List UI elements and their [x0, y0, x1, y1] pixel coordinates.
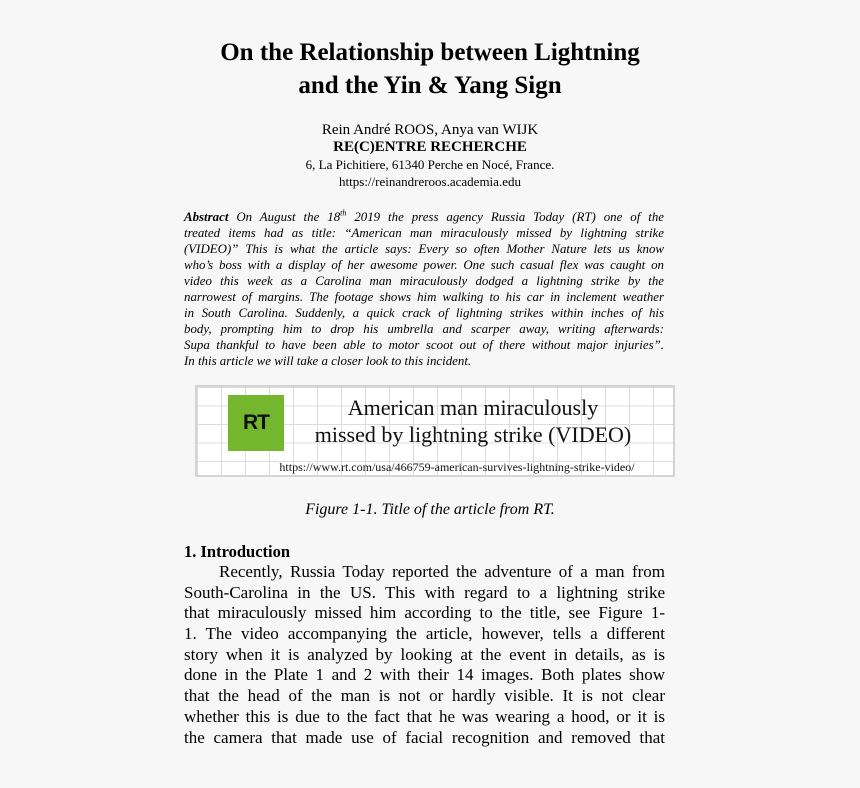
abstract-line: in South Carolina. Suddenly, a quick crack of lightning strikes within inches of his — [184, 306, 664, 320]
figure-rt-article-title — [195, 385, 675, 477]
body-line: that miraculously missed him according to the title, see Figure 1- — [184, 603, 665, 623]
author-url: https://reinandreroos.academia.edu — [339, 174, 521, 189]
abstract-line: treated items had as title: “American man miraculously missed by lightning strike — [184, 226, 664, 240]
abstract-line: Supa thankful to have been able to motor scoot out of there without major injuries”. — [184, 338, 664, 352]
address: 6, La Pichitiere, 61340 Perche en Nocé, France. — [305, 157, 555, 172]
paper-title-line-2: and the Yin & Yang Sign — [298, 72, 562, 99]
affiliation: RE(C)ENTRE RECHERCHE — [333, 139, 527, 155]
abstract-line — [184, 209, 664, 225]
body-line: 1. The video accompanying the article, however, tells a different — [184, 624, 665, 644]
introduction-body — [184, 562, 665, 748]
abstract-superscript: th — [340, 208, 347, 218]
figure-headline-line-2: missed by lightning strike (VIDEO) — [314, 422, 632, 447]
body-line: whether this is due to the fact that he was wearing a hood, or it is — [184, 706, 665, 726]
paper-title-line-1: On the Relationship between Lightning — [220, 39, 640, 66]
abstract-line: who’s boss with a display of her awesome power. One such casual flex was caught on — [184, 258, 664, 272]
body-line: Recently, Russia Today reported the adventure of a man from — [219, 562, 665, 581]
author-list: Rein André ROOS, Anya van WIJK — [321, 122, 539, 138]
section-heading-introduction: 1. Introduction — [184, 542, 291, 561]
abstract-line: In this article we will take a closer look to this incident. — [184, 354, 472, 368]
abstract-label: Abstract — [184, 210, 229, 224]
abstract — [184, 209, 664, 369]
abstract-line: (VIDEO)” This is what the article says: Every so often Mother Nature lets us know — [184, 242, 664, 256]
body-line: the camera that made use of facial recognition and removed that — [184, 727, 665, 747]
body-line: story when it is analyzed by looking at the event in details, as is — [184, 644, 665, 664]
abstract-text-start: On August the 18 — [228, 210, 341, 224]
figure-headline-line-1: American man miraculously — [347, 395, 599, 420]
rt-logo-text: RT — [243, 411, 269, 434]
figure-source-url: https://www.rt.com/usa/466759-american-survives-lightning-strike-video/ — [279, 460, 635, 474]
rt-logo — [228, 395, 284, 451]
body-line: that the head of the man is not or hardly visible. It is not clear — [184, 686, 665, 706]
figure-caption: Figure 1-1. Title of the article from RT. — [305, 501, 555, 518]
body-line: South-Carolina in the US. This with regard to a lightning strike — [184, 582, 665, 602]
abstract-line: video this week as a Carolina man miraculously dodged a lightning strike by the — [184, 274, 664, 288]
abstract-text-rest: 2019 the press agency Russia Today (RT) one of the — [346, 210, 664, 224]
abstract-line: body, prompting him to drop his umbrella and scarper away, writing afterwards: — [184, 322, 664, 336]
body-line: done in the Plate 1 and 2 with their 14 images. Both plates show — [184, 665, 665, 685]
paper-title — [150, 36, 710, 102]
figure-headline — [293, 394, 653, 448]
abstract-line: narrowest of margins. The footage shows him walking to his car in inclement weather — [184, 290, 664, 304]
